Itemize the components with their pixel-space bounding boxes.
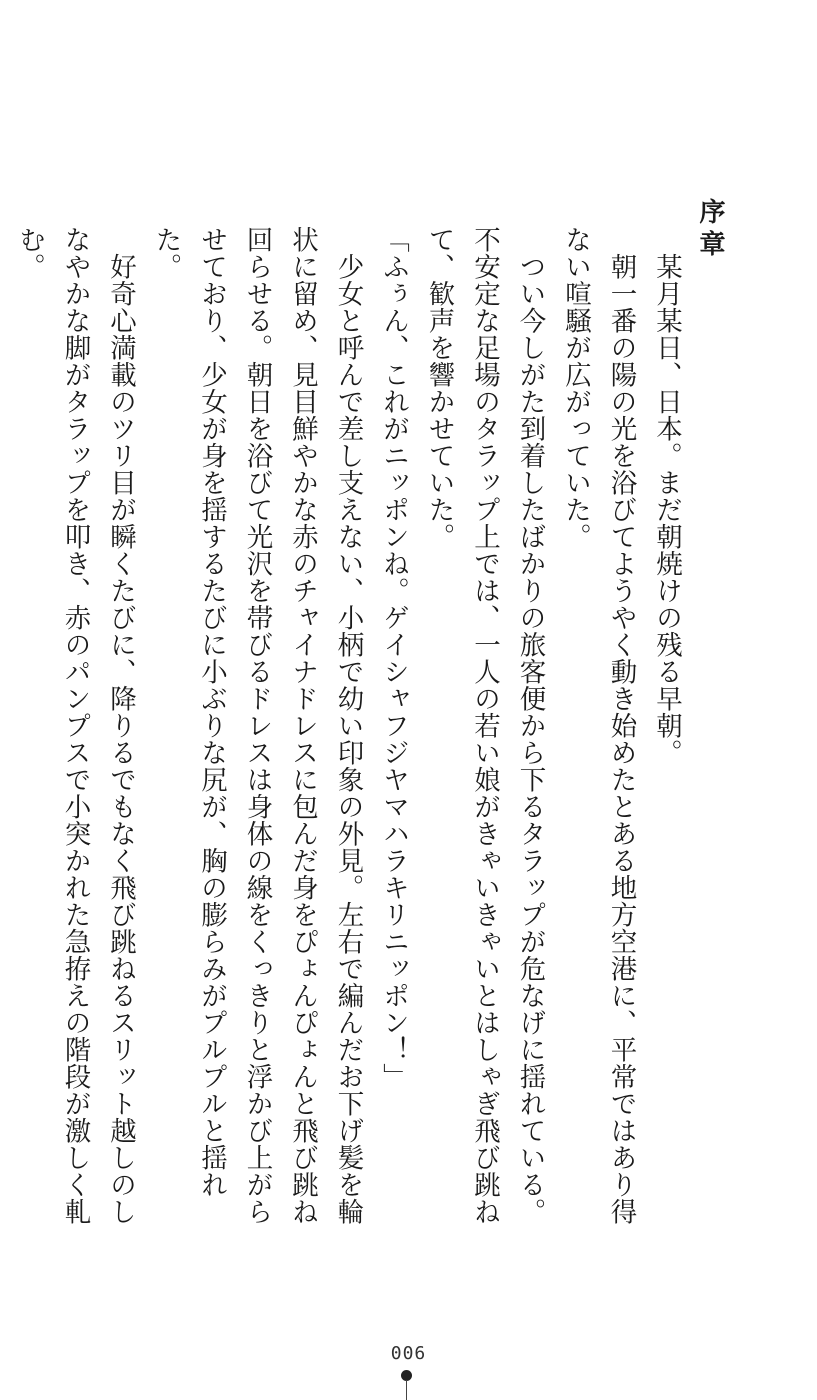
chapter-title: 序章: [695, 198, 725, 262]
paragraph-3: つい今しがた到着したばかりの旅客便から下るタラップが危なげに揺れている。不安定な足場のタラップ上では、一人の若い娘がきゃいきゃいとはしゃぎ飛び跳ねて、歓声を響かせていた。: [423, 226, 546, 1225]
paragraph-4: 「ふぅん、これがニッポンね。ゲイシャフジヤマハラキリニッポン！」: [378, 226, 409, 1090]
paragraph-2: 朝一番の陽の光を浴びてようやく動き始めたとある地方空港に、平常ではあり得ない喧騒が広がっていた。: [560, 226, 637, 1225]
folio-rule: [406, 1380, 407, 1400]
page-number: 006: [390, 1343, 427, 1364]
paragraph-7: [0, 226, 7, 1226]
paragraph-1: 某月某日、日本。まだ朝焼けの残る早朝。: [651, 226, 682, 766]
body-text: [14, 226, 689, 1226]
paragraph-6: 好奇心満載のツリ目が瞬くたびに、降りるでもなく飛び跳ねるスリット越しのしなやかな脚がタラップを叩き、赤のパンプスで小突かれた急拵えの階段が激しく軋む。: [14, 226, 136, 1225]
paragraph-5: 少女と呼んで差し支えない、小柄で幼い印象の外見。左右で編んだお下げ髪を輪状に留め、見目鮮やかな赤のチャイナドレスに包んだ身をぴょんぴょんと飛び跳ね回らせる。朝日を浴びて光沢を帯びるドレスは身体の線をくっきりと浮かび上がらせており、少女が身を揺するたびに小ぶりな尻が、胸の膨らみがプルプルと揺れた。: [150, 226, 364, 1225]
